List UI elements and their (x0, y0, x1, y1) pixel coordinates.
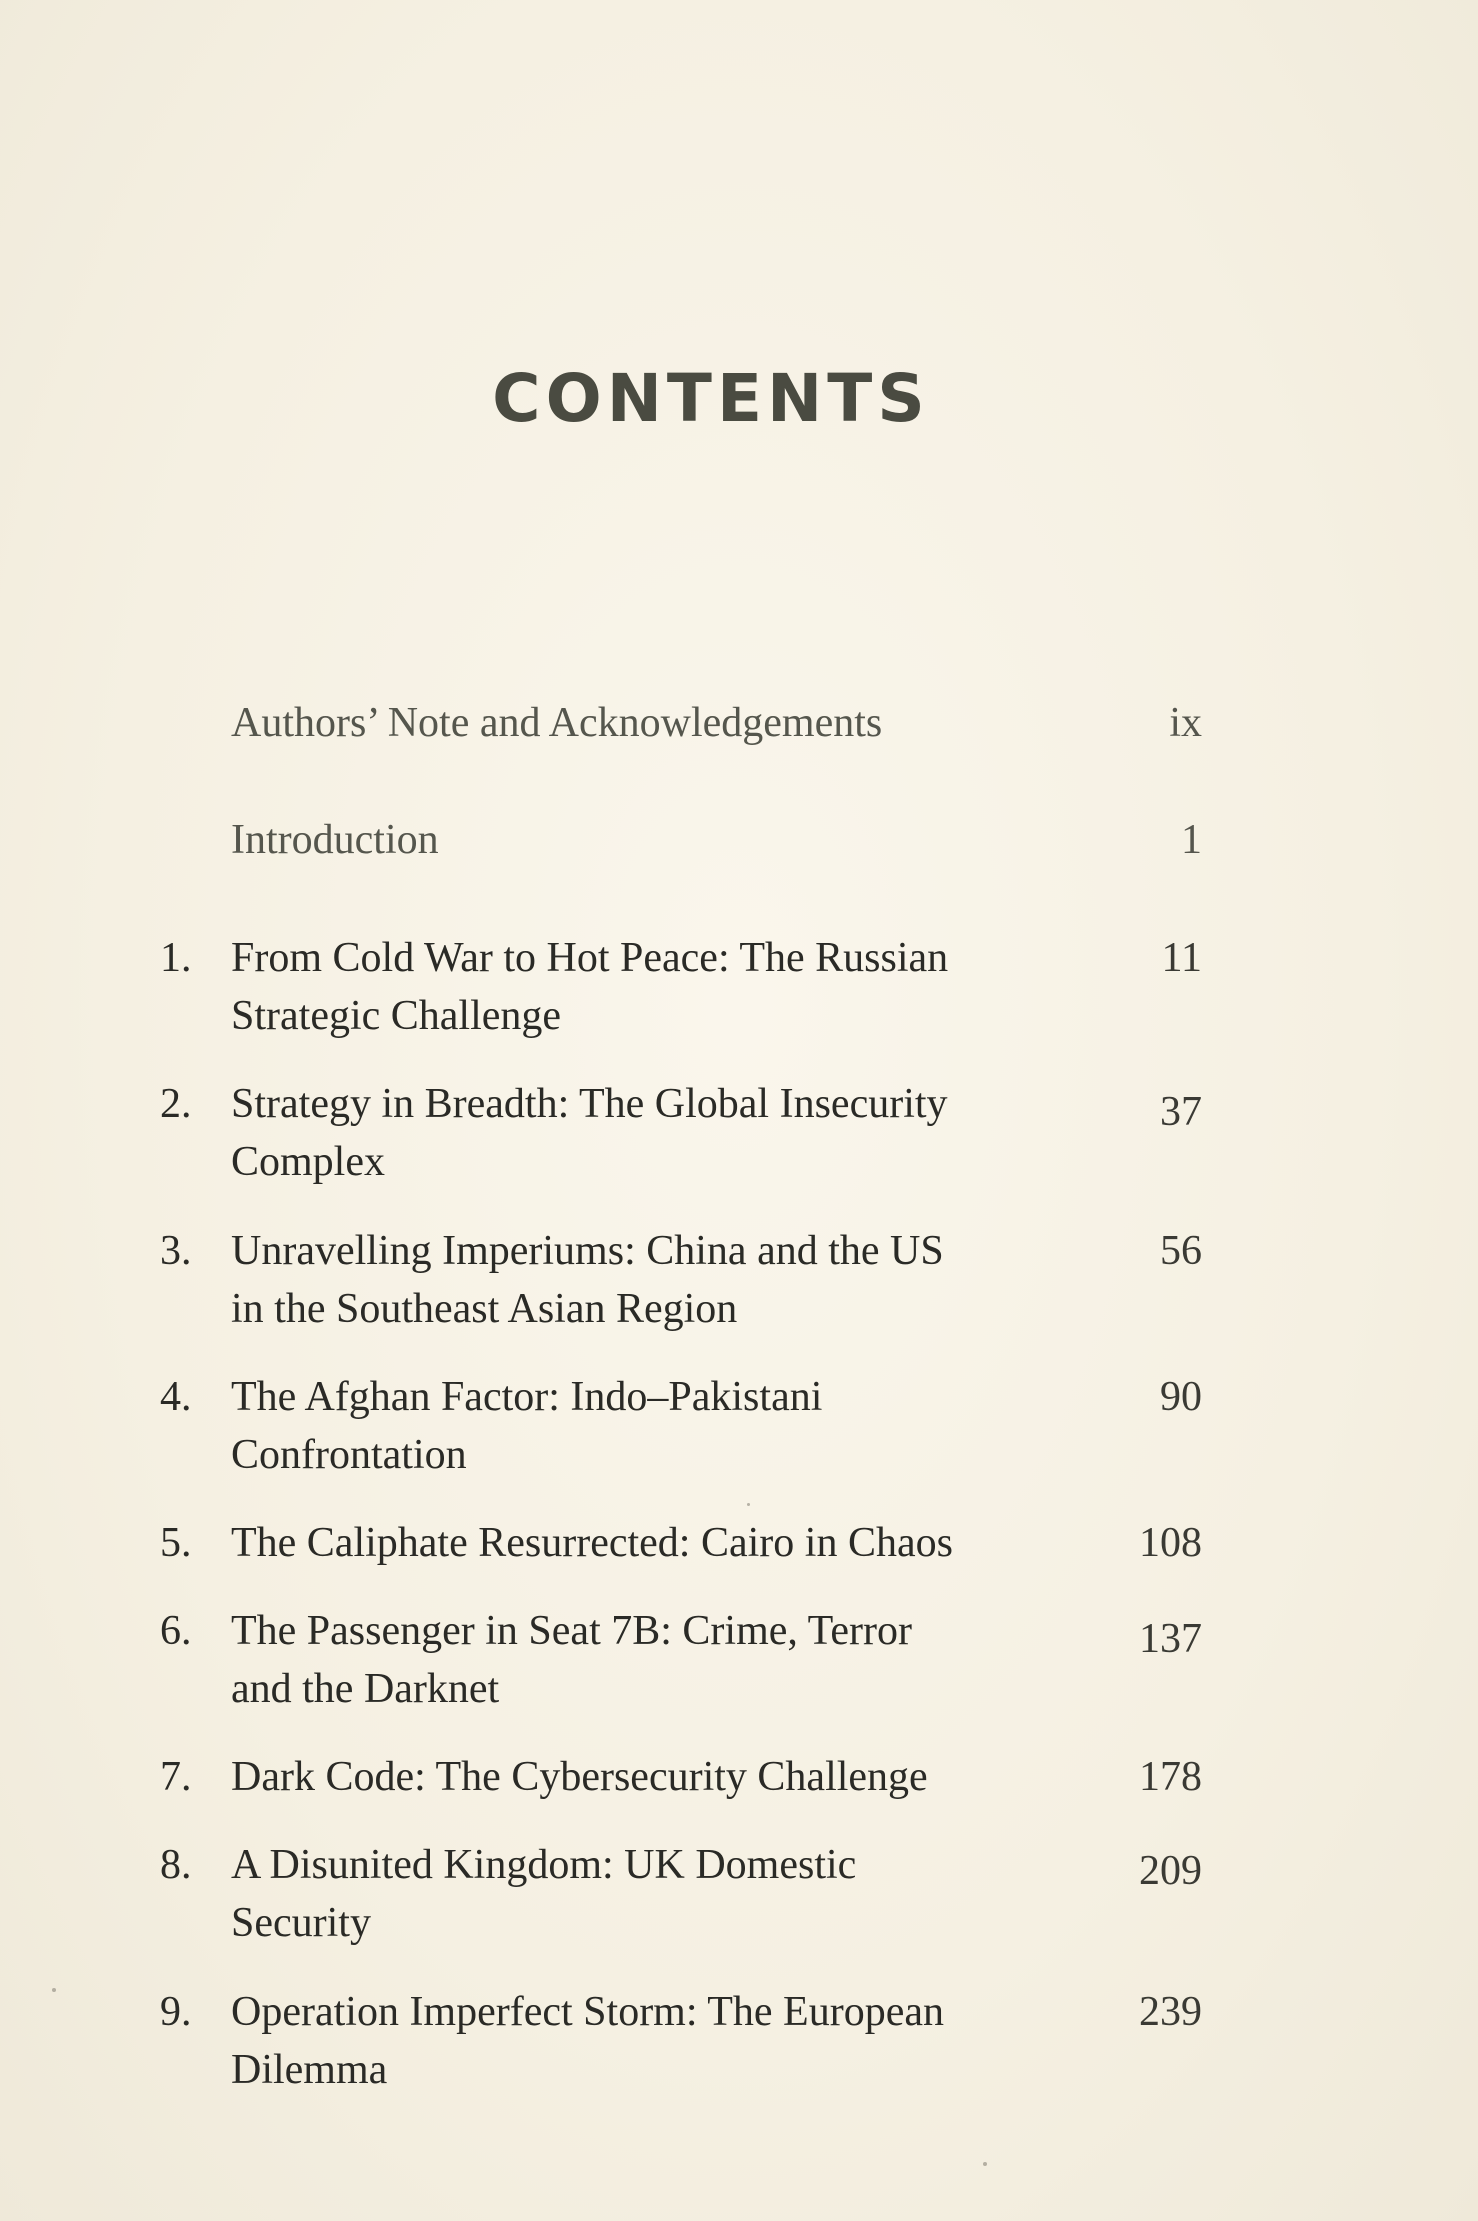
chapter-title-line: The Passenger in Seat 7B: Crime, Terror (231, 1608, 912, 1654)
chapter-title-line: Strategy in Breadth: The Global Insecurity (231, 1081, 948, 1127)
chapter-title (231, 1514, 1071, 1572)
chapter-page: 37 (1160, 1089, 1202, 1135)
chapter-page: 108 (1139, 1520, 1202, 1566)
chapter-title (231, 1602, 1071, 1718)
chapter-page: 239 (1139, 1989, 1202, 2035)
chapter-title-line: and the Darknet (231, 1666, 500, 1712)
chapter-title (231, 929, 1071, 1045)
paper-speck (747, 1503, 750, 1506)
chapter-number: 1. (160, 935, 192, 981)
chapter-page: 137 (1139, 1616, 1202, 1662)
page-title: CONTENTS (492, 360, 930, 437)
chapter-title-line: Security (231, 1900, 371, 1946)
chapter-title-line: A Disunited Kingdom: UK Domestic (231, 1842, 857, 1888)
chapter-number: 8. (160, 1842, 192, 1888)
chapter-number: 3. (160, 1228, 192, 1274)
chapter-title-line: From Cold War to Hot Peace: The Russian (231, 935, 949, 981)
chapter-title-line: Operation Imperfect Storm: The European (231, 1989, 944, 2035)
chapter-title (231, 1836, 1071, 1952)
chapter-title (231, 1983, 1071, 2099)
chapter-number: 2. (160, 1081, 192, 1127)
chapter-number: 6. (160, 1608, 192, 1654)
toc-entry-title: Authors’ Note and Acknowledgements (231, 700, 883, 746)
chapter-title (231, 1748, 1071, 1806)
chapter-title-line: Unravelling Imperiums: China and the US (231, 1228, 944, 1274)
chapter-page: 90 (1160, 1374, 1202, 1420)
chapter-title-line: Dilemma (231, 2047, 388, 2093)
chapter-number: 4. (160, 1374, 192, 1420)
chapter-title-line: in the Southeast Asian Region (231, 1286, 738, 1332)
chapter-page: 56 (1160, 1228, 1202, 1274)
chapter-title-line: Complex (231, 1139, 385, 1185)
chapter-number: 7. (160, 1754, 192, 1800)
toc-entry-page: 1 (1181, 817, 1202, 863)
chapter-number: 5. (160, 1520, 192, 1566)
chapter-title-line: Dark Code: The Cybersecurity Challenge (231, 1754, 928, 1800)
toc-entry-page: ix (1169, 700, 1202, 746)
chapter-number: 9. (160, 1989, 192, 2035)
paper-speck (52, 1988, 56, 1992)
chapter-title (231, 1368, 1071, 1484)
chapter-page: 209 (1139, 1848, 1202, 1894)
chapter-title-line: The Caliphate Resurrected: Cairo in Chaos (231, 1520, 953, 1566)
toc-entry-title: Introduction (231, 817, 439, 863)
chapter-title (231, 1222, 1071, 1338)
chapter-title-line: Confrontation (231, 1432, 467, 1478)
chapter-title-line: The Afghan Factor: Indo–Pakistani (231, 1374, 823, 1420)
chapter-page: 178 (1139, 1754, 1202, 1800)
chapter-title (231, 1075, 1071, 1191)
chapter-title-line: Strategic Challenge (231, 993, 562, 1039)
paper-speck (983, 2162, 987, 2166)
chapter-page: 11 (1161, 935, 1202, 981)
